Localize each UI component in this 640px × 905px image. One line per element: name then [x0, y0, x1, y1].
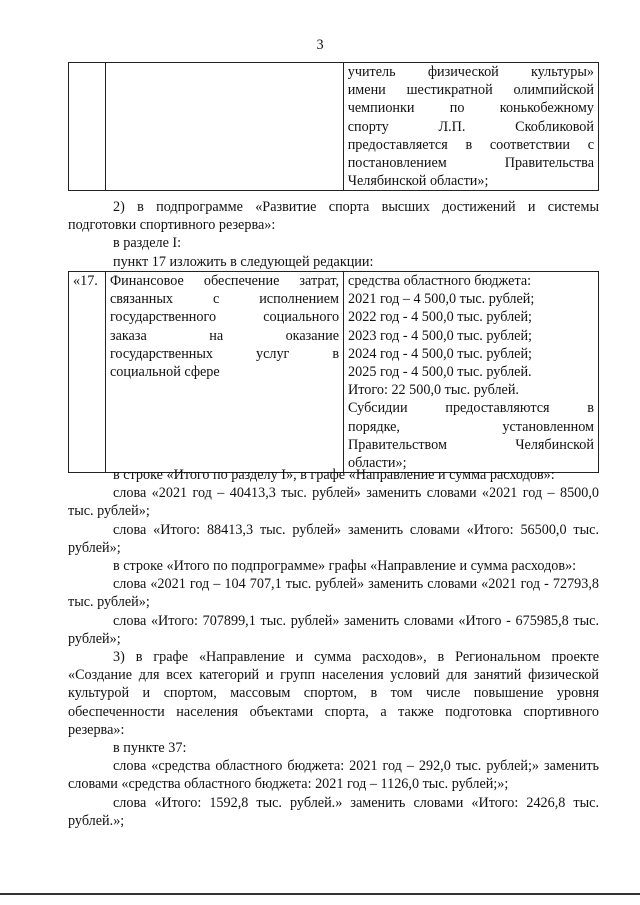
table-cell-direction	[343, 63, 598, 191]
paragraph: 2) в подпрограмме «Развитие спорта высших достижений и системы	[113, 199, 599, 215]
paragraph: слова «Итого: 88413,3 тыс. рублей» заменить словами «Итого: 56500,0 тыс. рублей»;	[68, 521, 599, 556]
cell-line: Итого: 22 500,0 тыс. рублей.	[348, 382, 519, 399]
cell-line: постановлением Правительства	[347, 155, 594, 172]
cell-line: Субсидии предоставляются в	[348, 400, 594, 417]
cell-line: государственных услуг в	[109, 345, 340, 362]
cell-line: 2024 год - 4 500,0 тыс. рублей;	[348, 345, 532, 362]
cell-line: 2021 год – 4 500,0 тыс. рублей;	[348, 291, 535, 308]
table-row	[69, 63, 599, 191]
cell-line: учитель физической культуры»	[347, 64, 594, 80]
cell-line: 2023 год - 4 500,0 тыс. рублей;	[348, 327, 532, 344]
paragraph: в разделе I:	[113, 235, 182, 252]
cell-line: имени шестикратной олимпийской	[347, 82, 594, 99]
paragraph: в пункте 37:	[113, 740, 187, 757]
cell-line: заказа на оказание	[109, 327, 340, 344]
cell-line: 2025 год - 4 500,0 тыс. рублей.	[348, 364, 532, 381]
amendments-section	[68, 466, 599, 830]
cell-line: социальной сфере	[109, 364, 220, 381]
paragraph: слова «2021 год – 40413,3 тыс. рублей» заменить словами «2021 год – 8500,0 тыс. рублей»;	[68, 485, 599, 520]
paragraph: слова «Итого: 1592,8 тыс. рублей.» заменить словами «Итого: 2426,8 тыс. рублей.»;	[68, 794, 599, 829]
table-continuation	[68, 62, 599, 191]
cell-line: спорту Л.П. Скобликовой	[347, 118, 594, 135]
paragraph: пункт 17 изложить в следующей редакции:	[113, 253, 374, 270]
cell-line: порядке, установленном	[348, 418, 594, 435]
table-cell-direction	[344, 272, 599, 473]
cell-line: Челябинской области»;	[347, 173, 489, 190]
table-row	[69, 272, 599, 473]
paragraph: слова «средства областного бюджета: 2021 год – 292,0 тыс. рублей;» заменить словами «средства областного бюджета: 2021 год – 1126,0 тыс. рублей;»;	[68, 758, 599, 793]
table-cell-num	[69, 63, 106, 191]
page-bottom-edge	[0, 893, 640, 895]
intro-section	[68, 198, 599, 271]
page-number: 3	[316, 37, 324, 53]
paragraph: слова «2021 год – 104 707,1 тыс. рублей» заменить словами «2021 год - 72793,8 тыс. рублей»;	[68, 576, 599, 611]
table-item-17	[68, 271, 599, 473]
cell-line: Правительством Челябинской	[348, 436, 594, 453]
cell-line: 2022 год - 4 500,0 тыс. рублей;	[348, 309, 532, 326]
paragraph: подготовки спортивного резерва»:	[68, 217, 276, 234]
cell-line: области»;	[348, 455, 407, 472]
paragraph: 3) в графе «Направление и сумма расходов», в Региональном проекте «Создание для всех категорий и групп населения условий для занятий физической культурой и спортом, массовым спортом, в том числе повышение уровня обеспеченности населения объектами спорта, а также подготовка спортивного резерва»:	[68, 649, 599, 738]
cell-line: предоставляется в соответствии с	[347, 136, 594, 153]
table-cell-num: «17.	[69, 272, 106, 473]
cell-line: чемпионки по конькобежному	[347, 100, 594, 117]
cell-line: государственного социального	[109, 309, 340, 326]
table-cell-name	[105, 272, 343, 473]
paragraph: слова «Итого: 707899,1 тыс. рублей» заменить словами «Итого - 675985,8 тыс. рублей»;	[68, 612, 599, 647]
cell-line: средства областного бюджета:	[348, 273, 532, 289]
paragraph: в строке «Итого по подпрограмме» графы «Направление и сумма расходов»:	[113, 558, 577, 575]
table-cell-name	[105, 63, 343, 191]
cell-line: Финансовое обеспечение затрат,	[109, 273, 340, 289]
cell-line: связанных с исполнением	[109, 291, 340, 308]
paragraph: в строке «Итого по разделу I», в графе «Направление и сумма расходов»:	[113, 467, 555, 483]
